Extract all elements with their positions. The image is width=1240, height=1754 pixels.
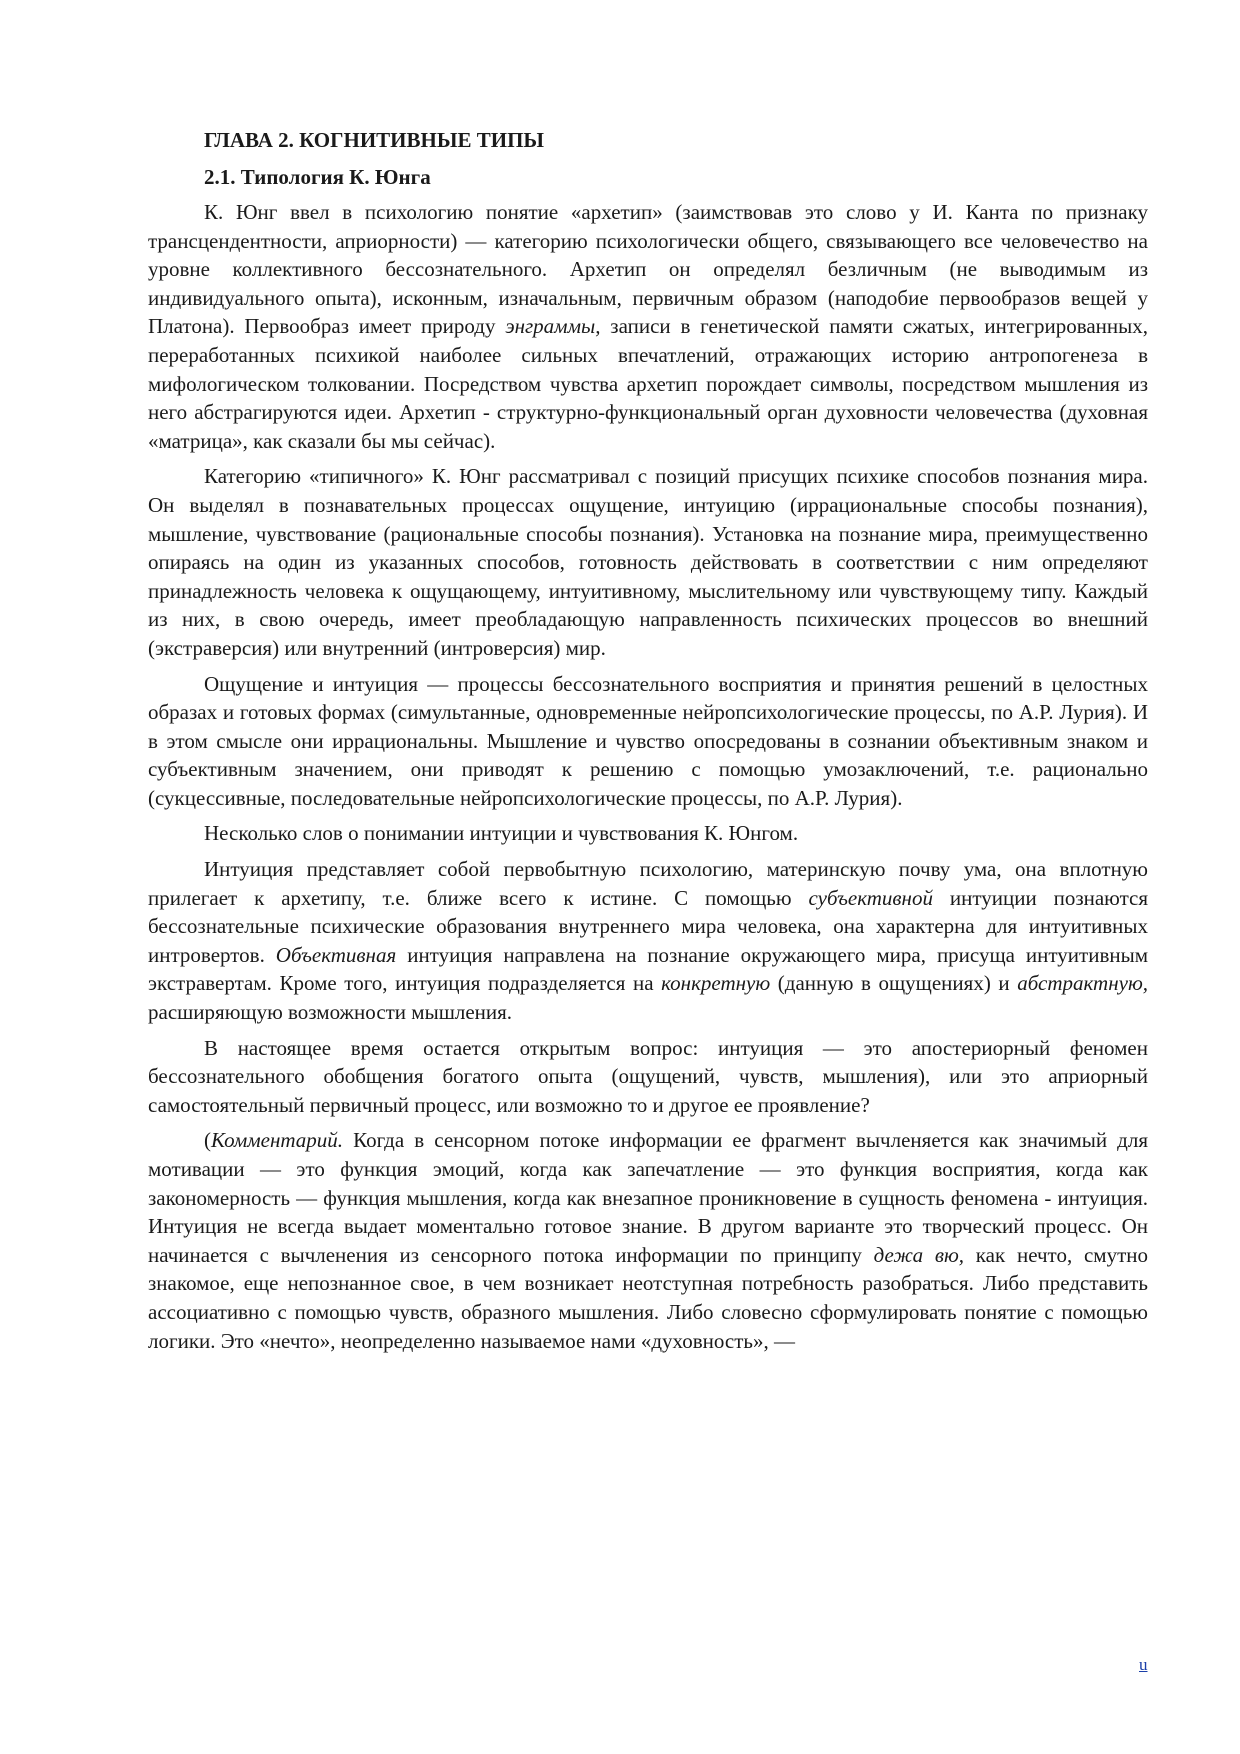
- section-title: 2.1. Типология К. Юнга: [204, 165, 431, 189]
- italic-term: субъективной: [808, 885, 933, 910]
- paragraph-intuition: Интуиция представляет собой первобытную психологию, материнскую почву ума, она вплотную прилегает к архетипу, т.е. ближе всего к истине. С помощью субъективной интуиции познаются бессознательные психические образования внутреннего мира человека, она характерна для интуитивных интровертов. Объективная интуиция направлена на познание окружающего мира, присуща интуитивным экстравертам. Кроме того, интуиция подразделяется на конкретную (данную в ощущениях) и абстрактную, расширяющую возможности мышления.: [148, 857, 1149, 1025]
- paragraph-sensation-intuition: Ощущение и интуиция — процессы бессознательного восприятия и принятия решений в целостных образах и готовых формах (симультанные, одновременные нейропсихологические процессы, по А.Р. Лурия). И в этом смысле они иррациональны. Мышление и чувство опосредованы в сознании объективным знаком и субъективным значением, они приводят к решению с помощью умозаключений, т.е. рационально (сукцессивные, последовательные нейропсихологические процессы, по А.Р. Лурия).: [148, 671, 1148, 810]
- paragraph-archetype: К. Юнг ввел в психологию понятие «архетип» (заимствовав это слово у И. Канта по признаку трансцендентности, априорности) — категорию психологически общего, связывающего все человечество на уровне коллективного бессознательного. Архетип он определял безличным (не выводимым из индивидуального опыта), исконным, изначальным, первичным образом (наподобие первообразов вещей у Платона). Первообраз имеет природу энграммы, записи в генетической памяти сжатых, интегрированных, переработанных психикой наиболее сильных впечатлений, отражающих историю антропогенеза в мифологическом толковании. Посредством чувства архетип порождает символы, посредством мышления из него абстрагируются идеи. Архетип - структурно-функциональный орган духовности человечества (духовная «матрица», как сказали бы мы сейчас).: [148, 200, 1148, 453]
- paragraph-typical: Категорию «типичного» К. Юнг рассматривал с позиций присущих психике способов познания мира. Он выделял в познавательных процессах ощущение, интуицию (иррациональные способы познания), мышление, чувствование (рациональные способы познания). Установка на познание мира, преимущественно опираясь на один из указанных способов, готовность действовать в соответствии с ним определяют принадлежность человека к ощущающему, интуитивному, мыслительному или чувствующему типу. Каждый из них, в свою очередь, имеет преобладающую направленность психических процессов во внешний (экстраверсия) или внутренний (интроверсия) мир.: [148, 464, 1148, 660]
- italic-term: дежа вю,: [873, 1242, 965, 1267]
- italic-term: конкретную: [661, 971, 771, 996]
- page-number-link[interactable]: u: [1139, 1655, 1148, 1674]
- italic-term: абстрактную,: [1017, 971, 1149, 996]
- paragraph-commentary: (Комментарий. Когда в сенсорном потоке информации ее фрагмент вычленяется как значимый для мотивации — это функция эмоций, когда как запечатление — это функция восприятия, когда как закономерность — функция мышления, когда как внезапное проникновение в сущность феномена - интуиция. Интуиция не всегда выдает моментально готовое знание. В другом варианте это творческий процесс. Он начинается с вычленения из сенсорного потока информации по принципу дежа вю, как нечто, смутно знакомое, еще непознанное свое, в чем возникает неотступная потребность разобраться. Либо представить ассоциативно с помощью чувств, образного мышления. Либо словесно сформулировать понятие с помощью логики. Это «нечто», неопределенно называемое нами «духовность», —: [148, 1128, 1149, 1353]
- italic-term: Объективная: [275, 942, 397, 967]
- paragraph-intro-intuition: Несколько слов о понимании интуиции и чувствования К. Юнгом.: [204, 821, 799, 846]
- document-page: [148, 126, 1148, 1362]
- italic-term: энграммы,: [505, 314, 601, 339]
- chapter-title: ГЛАВА 2. КОГНИТИВНЫЕ ТИПЫ: [204, 128, 545, 152]
- paragraph-open-question: В настоящее время остается открытым вопрос: интуиция — это апостериорный феномен бессознательного обобщения богатого опыта (ощущений, чувств, мышления), или это априорный самостоятельный первичный процесс, или возможно то и другое ее проявление?: [148, 1035, 1148, 1117]
- italic-term: Комментарий.: [211, 1128, 344, 1153]
